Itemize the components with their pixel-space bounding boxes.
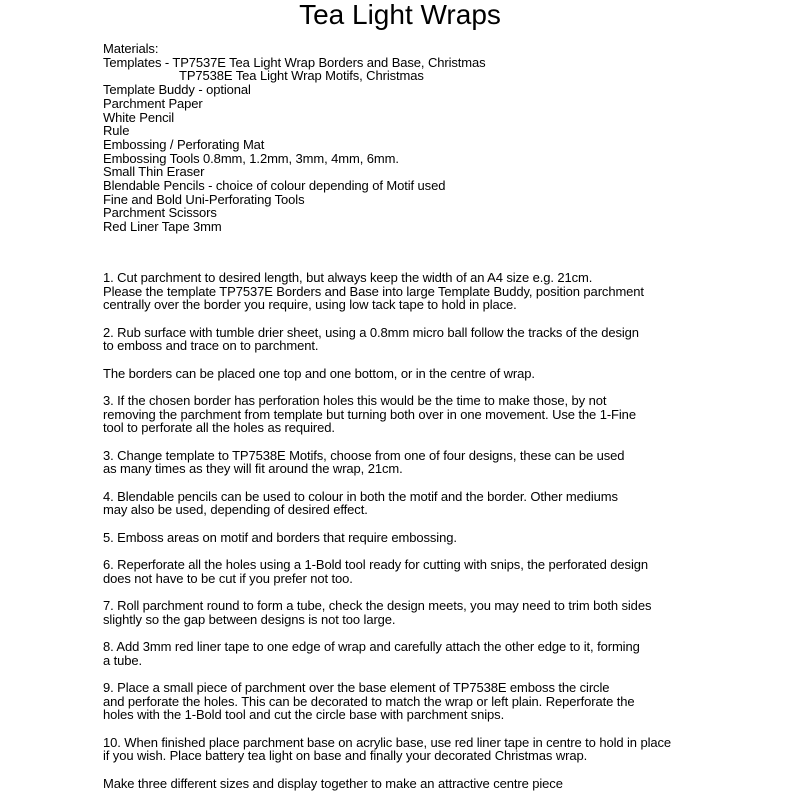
text-line: 1. Cut parchment to desired length, but always keep the width of an A4 size e.g. 21cm. (103, 270, 593, 285)
materials-item: Embossing / Perforating Mat (103, 136, 265, 152)
materials-item: Small Thin Eraser (103, 164, 205, 180)
text-line: 2. Rub surface with tumble drier sheet, using a 0.8mm micro ball follow the tracks of the design (103, 324, 639, 340)
text-line: 8. Add 3mm red liner tape to one edge of wrap and carefully attach the other edge to it, forming (103, 639, 640, 654)
text-line: Make three different sizes and display together to make an attractive centre piece (103, 775, 563, 791)
materials-heading: Materials: (103, 41, 159, 56)
text-line: 10. When finished place parchment base on acrylic base, use red liner tape in centre to hold in place (103, 734, 672, 750)
materials-item: Template Buddy - optional (103, 82, 251, 98)
text-line: 9. Place a small piece of parchment over the base element of TP7538E emboss the circle (103, 680, 610, 695)
materials-item: Parchment Scissors (103, 205, 217, 221)
text-line: as many times as they will fit around the wrap, 21cm. (103, 461, 403, 477)
materials-item: Blendable Pencils - choice of colour depending of Motif used (103, 178, 446, 194)
materials-list (103, 42, 763, 234)
materials-item: Red Liner Tape 3mm (103, 219, 222, 235)
text-line: may also be used, depending of desired effect. (103, 502, 368, 518)
text-line: to emboss and trace on to parchment. (103, 338, 319, 354)
text-line: removing the parchment from template but turning both over in one movement. Use the 1-Fine (103, 406, 636, 422)
text-line: 3. Change template to TP7538E Motifs, choose from one of four designs, these can be used (103, 447, 625, 463)
document-title: Tea Light Wraps (299, 0, 501, 30)
step-paragraph (103, 326, 773, 353)
text-line: tool to perforate all the holes as required. (103, 420, 335, 436)
step-paragraph (103, 531, 773, 545)
text-line: a tube. (103, 652, 143, 668)
materials-item: White Pencil (103, 109, 175, 125)
step-paragraph (103, 449, 773, 476)
text-line: and perforate the holes. This can be decorated to match the wrap or left plain. Reperforate the (103, 693, 635, 709)
step-paragraph (103, 558, 773, 585)
text-line: 7. Roll parchment round to form a tube, check the design meets, you may need to trim both sides (103, 598, 652, 613)
text-line: 4. Blendable pencils can be used to colour in both the motif and the border. Other mediums (103, 488, 618, 504)
materials-item: Rule (103, 123, 130, 139)
materials-item: Embossing Tools 0.8mm, 1.2mm, 3mm, 4mm, 6mm. (103, 150, 399, 166)
text-line: Please the template TP7537E Borders and Base into large Template Buddy, position parchment (103, 283, 644, 299)
materials-item: Templates - TP7537E Tea Light Wrap Borders and Base, Christmas (103, 54, 486, 70)
step-paragraph (103, 271, 773, 312)
materials-item: Parchment Paper (103, 95, 203, 111)
text-line: slightly so the gap between designs is not too large. (103, 611, 396, 627)
step-paragraph (103, 599, 773, 626)
materials-item: Fine and Bold Uni-Perforating Tools (103, 191, 305, 207)
text-line: 5. Emboss areas on motif and borders that require embossing. (103, 529, 457, 545)
text-line: does not have to be cut if you prefer not too. (103, 570, 353, 586)
text-line: centrally over the border you require, using low tack tape to hold in place. (103, 297, 517, 313)
step-paragraph (103, 736, 773, 763)
text-line: 3. If the chosen border has perforation holes this would be the time to make those, by not (103, 393, 607, 408)
step-paragraph (103, 394, 773, 435)
step-paragraph (103, 490, 773, 517)
instructions (103, 271, 773, 804)
step-paragraph (103, 640, 773, 667)
step-paragraph (103, 681, 773, 722)
step-paragraph (103, 367, 773, 381)
text-line: The borders can be placed one top and one bottom, or in the centre of wrap. (103, 365, 535, 381)
text-line: holes with the 1-Bold tool and cut the circle base with parchment snips. (103, 707, 505, 723)
materials-item: TP7538E Tea Light Wrap Motifs, Christmas (179, 68, 424, 84)
closing-note (103, 777, 773, 791)
text-line: if you wish. Place battery tea light on base and finally your decorated Christmas wrap. (103, 748, 588, 764)
text-line: 6. Reperforate all the holes using a 1-Bold tool ready for cutting with snips, the perforated design (103, 557, 648, 572)
